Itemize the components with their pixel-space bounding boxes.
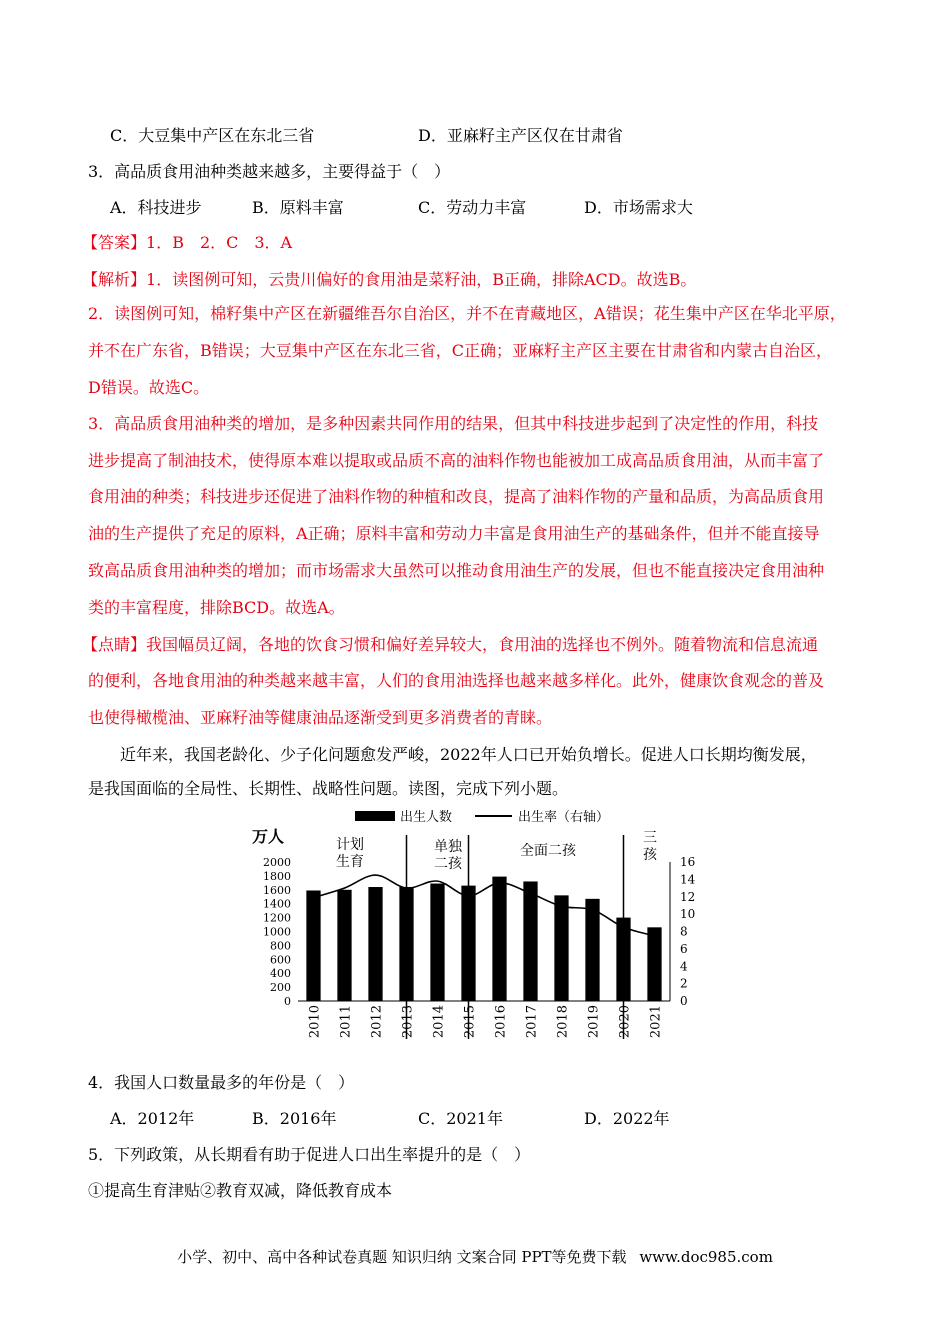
y2-tick-label: 16 — [680, 855, 696, 869]
x-tick-label: 2014 — [431, 1005, 447, 1039]
q3-option-c: C．劳动力丰富 — [418, 198, 527, 217]
birth-count-bar — [647, 927, 661, 1001]
comment-tag: 【点睛】 — [82, 635, 147, 654]
birth-count-bar — [337, 890, 351, 1001]
comment-line-2: 的便利，各地食用油的种类越来越丰富，人们的食用油选择也越来越多样化。此外，健康饮食观念的普及 — [88, 671, 825, 690]
y2-tick-label: 10 — [680, 907, 696, 922]
answer-tag: 【答案】 — [82, 233, 147, 252]
analysis-line-4: D错误。故选C。 — [88, 378, 210, 397]
q4-option-a: A．2012年 — [110, 1109, 195, 1128]
y2-tick-label: 2 — [680, 976, 688, 991]
answer-text: 1．B 2．C 3．A — [146, 233, 293, 252]
policy-label: 生育 — [336, 854, 364, 870]
y2-tick-label: 12 — [680, 889, 696, 904]
y-tick-label: 1000 — [263, 925, 291, 939]
analysis-line-3: 并不在广东省，B错误；大豆集中产区在东北三省，C正确；亚麻籽主产区主要在甘肃省和内蒙古自治区， — [88, 341, 833, 360]
passage-line-1: 近年来，我国老龄化、少子化问题愈发严峻，2022年人口已开始负增长。促进人口长期均衡发展， — [120, 745, 817, 764]
comment-line-3: 也使得橄榄油、亚麻籽油等健康油品逐渐受到更多消费者的青睐。 — [88, 708, 553, 727]
y-tick-label: 1400 — [263, 897, 291, 911]
policy-label: 二孩 — [434, 856, 462, 872]
x-tick-label: 2013 — [400, 1005, 416, 1039]
footer-text: 小学、初中、高中各种试卷真题 知识归纳 文案合同 PPT等免费下载 — [177, 1248, 627, 1266]
legend-line-label: 出生率（右轴） — [518, 810, 610, 825]
comment-line-1 — [82, 635, 818, 655]
comment-text-1: 我国幅员辽阔，各地的饮食习惯和偏好差异较大，食用油的选择也不例外。随着物流和信息流通 — [146, 635, 819, 654]
y2-tick-label: 6 — [680, 941, 688, 956]
policy-label: 全面二孩 — [520, 843, 576, 859]
analysis-line-9: 致高品质食用油种类的增加；而市场需求大虽然可以推动食用油生产的发展，但也不能直接决定食用油种 — [88, 561, 825, 580]
q4-option-d: D．2022年 — [584, 1109, 670, 1128]
analysis-tag: 【解析】 — [82, 270, 147, 289]
analysis-line-2: 2．读图例可知，棉籽集中产区在新疆维吾尔自治区，并不在青藏地区，A错误；花生集中产区在华北平原， — [88, 304, 846, 323]
y-tick-label: 400 — [270, 967, 291, 981]
legend-bar-label: 出生人数 — [400, 810, 453, 825]
birth-count-bar — [306, 890, 320, 1001]
birth-count-bar — [430, 884, 444, 1001]
q4-stem: 4．我国人口数量最多的年份是（ ） — [88, 1073, 355, 1092]
q3-stem: 3．高品质食用油种类越来越多，主要得益于（ ） — [88, 162, 451, 181]
analysis-line-8: 油的生产提供了充足的原料，A正确；原料丰富和劳动力丰富是食用油生产的基础条件，但并不能直接导 — [88, 524, 820, 543]
y-tick-label: 1800 — [263, 869, 291, 883]
x-tick-label: 2017 — [524, 1005, 540, 1039]
x-tick-label: 2021 — [648, 1005, 664, 1039]
birth-chart-svg — [250, 805, 710, 1050]
x-tick-label: 2020 — [617, 1005, 633, 1039]
y-tick-label: 0 — [284, 995, 291, 1008]
analysis-text-1: 1．读图例可知，云贵川偏好的食用油是菜籽油，B正确，排除ACD。故选B。 — [146, 270, 697, 289]
q4-option-b: B．2016年 — [252, 1109, 337, 1128]
policy-label: 计划 — [336, 837, 364, 853]
answer-line — [82, 233, 292, 253]
analysis-line-1 — [82, 270, 696, 290]
q5-stem: 5．下列政策，从长期看有助于促进人口出生率提升的是（ ） — [88, 1145, 531, 1164]
y-tick-label: 800 — [270, 939, 291, 953]
q4-option-c: C．2021年 — [418, 1109, 503, 1128]
q3-option-b: B．原料丰富 — [252, 198, 344, 217]
birth-rate-line — [314, 875, 655, 936]
analysis-line-5: 3．高品质食用油种类的增加，是多种因素共同作用的结果，但其中科技进步起到了决定性的作用，科技 — [88, 414, 819, 433]
birth-count-bar — [554, 895, 568, 1001]
birth-count-bar — [523, 881, 537, 1001]
q2-option-c: C．大豆集中产区在东北三省 — [110, 126, 315, 145]
y2-tick-label: 8 — [680, 924, 688, 939]
x-tick-label: 2018 — [555, 1005, 571, 1039]
y-axis-label: 万人 — [252, 827, 285, 846]
y-tick-label: 200 — [270, 981, 291, 995]
page-footer — [0, 1246, 950, 1267]
birth-chart — [250, 805, 710, 1050]
birth-count-bar — [492, 877, 506, 1001]
y-tick-label: 2000 — [263, 856, 291, 869]
birth-count-bar — [368, 887, 382, 1001]
legend-bar-swatch — [355, 811, 395, 821]
y-tick-label: 1200 — [263, 911, 291, 925]
policy-label: 单独 — [434, 839, 462, 855]
y-tick-label: 600 — [270, 953, 291, 967]
q3-option-d: D．市场需求大 — [584, 198, 693, 217]
x-tick-label: 2015 — [462, 1005, 478, 1039]
y2-tick-label: 4 — [680, 959, 688, 974]
analysis-line-7: 食用油的种类；科技进步还促进了油料作物的种植和改良，提高了油料作物的产量和品质，为高品质食用 — [88, 487, 825, 506]
q2-option-d: D．亚麻籽主产区仅在甘肃省 — [418, 126, 623, 145]
q3-option-a: A．科技进步 — [110, 198, 202, 217]
policy-label: 三 — [643, 830, 657, 846]
x-tick-label: 2012 — [369, 1005, 385, 1039]
y2-tick-label: 14 — [680, 872, 696, 887]
y2-tick-label: 0 — [680, 994, 688, 1008]
x-tick-label: 2019 — [586, 1005, 602, 1039]
analysis-line-10: 类的丰富程度，排除BCD。故选A。 — [88, 598, 345, 617]
footer-url[interactable]: www.doc985.com — [639, 1248, 773, 1266]
x-tick-label: 2011 — [338, 1005, 354, 1039]
birth-count-bar — [585, 899, 599, 1001]
policy-label: 孩 — [643, 847, 657, 863]
x-tick-label: 2010 — [307, 1005, 323, 1039]
passage-line-2: 是我国面临的全局性、长期性、战略性问题。读图，完成下列小题。 — [88, 779, 569, 798]
analysis-line-6: 进步提高了制油技术，使得原本难以提取或品质不高的油料作物也能被加工成高品质食用油，从而丰富了 — [88, 451, 825, 470]
y-tick-label: 1600 — [263, 883, 291, 897]
x-tick-label: 2016 — [493, 1005, 509, 1039]
q5-line-1: ①提高生育津贴②教育双减，降低教育成本 — [88, 1181, 393, 1200]
